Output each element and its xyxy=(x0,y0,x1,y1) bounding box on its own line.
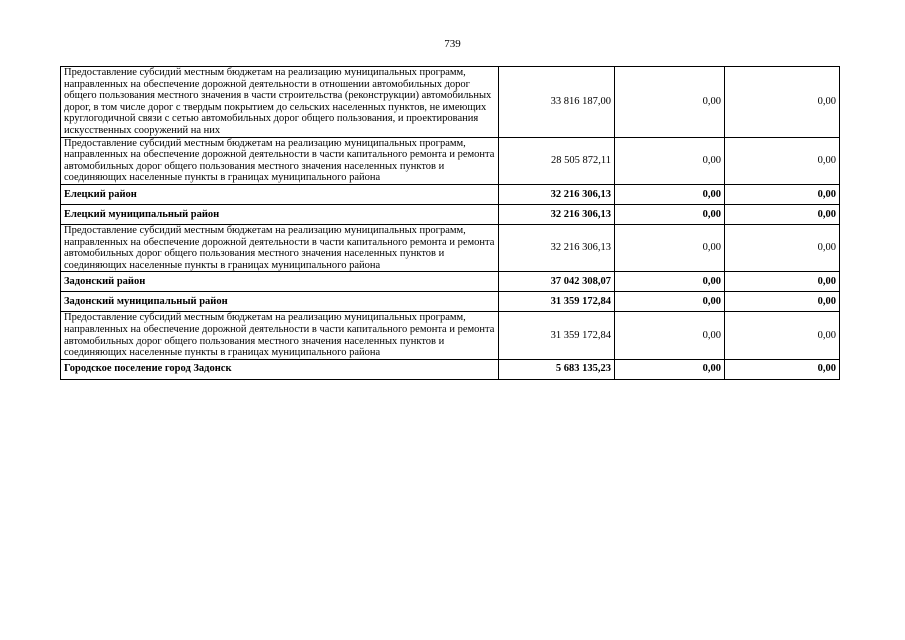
row-description: Предоставление субсидий местным бюджетам на реализацию муниципальных программ, направленных на обеспечение дорожной деятельности в части капитального ремонта и ремонта автомобильных дорог общего пользования местного значения населенных пунктов и соединяющих населенные пункты в границах муниципального района xyxy=(61,312,499,359)
table-row xyxy=(61,292,840,312)
row-value-2: 0,00 xyxy=(615,224,725,271)
row-value-1: 31 359 172,84 xyxy=(499,292,615,312)
row-value-1: 31 359 172,84 xyxy=(499,312,615,359)
table-row xyxy=(61,272,840,292)
row-description: Городское поселение город Задонск xyxy=(61,359,499,379)
row-description: Задонский муниципальный район xyxy=(61,292,499,312)
row-value-2: 0,00 xyxy=(615,272,725,292)
row-value-2: 0,00 xyxy=(615,137,725,184)
row-description: Предоставление субсидий местным бюджетам на реализацию муниципальных программ, направленных на обеспечение дорожной деятельности в отношении автомобильных дорог общего пользования местного значения в части строительства (реконструкции) автомобильных дорог, в том числе дорог с твердым покрытием до сельских населенных пунктов, не имеющих круглогодичной связи с сетью автомобильных дорог общего пользования, и проектирования искусственных сооружений на них xyxy=(61,67,499,138)
table-row xyxy=(61,67,840,138)
row-description: Елецкий муниципальный район xyxy=(61,204,499,224)
row-value-2: 0,00 xyxy=(615,204,725,224)
row-value-1: 37 042 308,07 xyxy=(499,272,615,292)
row-value-3: 0,00 xyxy=(725,312,840,359)
row-description: Задонский район xyxy=(61,272,499,292)
table-row xyxy=(61,224,840,271)
row-value-1: 33 816 187,00 xyxy=(499,67,615,138)
row-value-1: 32 216 306,13 xyxy=(499,184,615,204)
budget-table xyxy=(60,66,840,380)
row-description: Елецкий район xyxy=(61,184,499,204)
table-row xyxy=(61,137,840,184)
table-row xyxy=(61,312,840,359)
row-value-3: 0,00 xyxy=(725,224,840,271)
row-value-3: 0,00 xyxy=(725,67,840,138)
row-value-3: 0,00 xyxy=(725,137,840,184)
page-number: 739 xyxy=(444,38,461,50)
table-row xyxy=(61,204,840,224)
row-value-2: 0,00 xyxy=(615,292,725,312)
row-value-3: 0,00 xyxy=(725,204,840,224)
row-value-2: 0,00 xyxy=(615,184,725,204)
row-value-1: 32 216 306,13 xyxy=(499,204,615,224)
row-value-2: 0,00 xyxy=(615,359,725,379)
row-value-3: 0,00 xyxy=(725,292,840,312)
row-description: Предоставление субсидий местным бюджетам на реализацию муниципальных программ, направленных на обеспечение дорожной деятельности в части капитального ремонта и ремонта автомобильных дорог общего пользования местного значения населенных пунктов и соединяющих населенные пункты в границах муниципального района xyxy=(61,137,499,184)
row-value-2: 0,00 xyxy=(615,312,725,359)
row-value-3: 0,00 xyxy=(725,272,840,292)
row-value-1: 5 683 135,23 xyxy=(499,359,615,379)
row-value-1: 28 505 872,11 xyxy=(499,137,615,184)
table-row xyxy=(61,184,840,204)
row-value-3: 0,00 xyxy=(725,359,840,379)
row-value-3: 0,00 xyxy=(725,184,840,204)
row-value-1: 32 216 306,13 xyxy=(499,224,615,271)
row-value-2: 0,00 xyxy=(615,67,725,138)
row-description: Предоставление субсидий местным бюджетам на реализацию муниципальных программ, направленных на обеспечение дорожной деятельности в части капитального ремонта и ремонта автомобильных дорог общего пользования местного значения населенных пунктов и соединяющих населенные пункты в границах муниципального района xyxy=(61,224,499,271)
table-row xyxy=(61,359,840,379)
